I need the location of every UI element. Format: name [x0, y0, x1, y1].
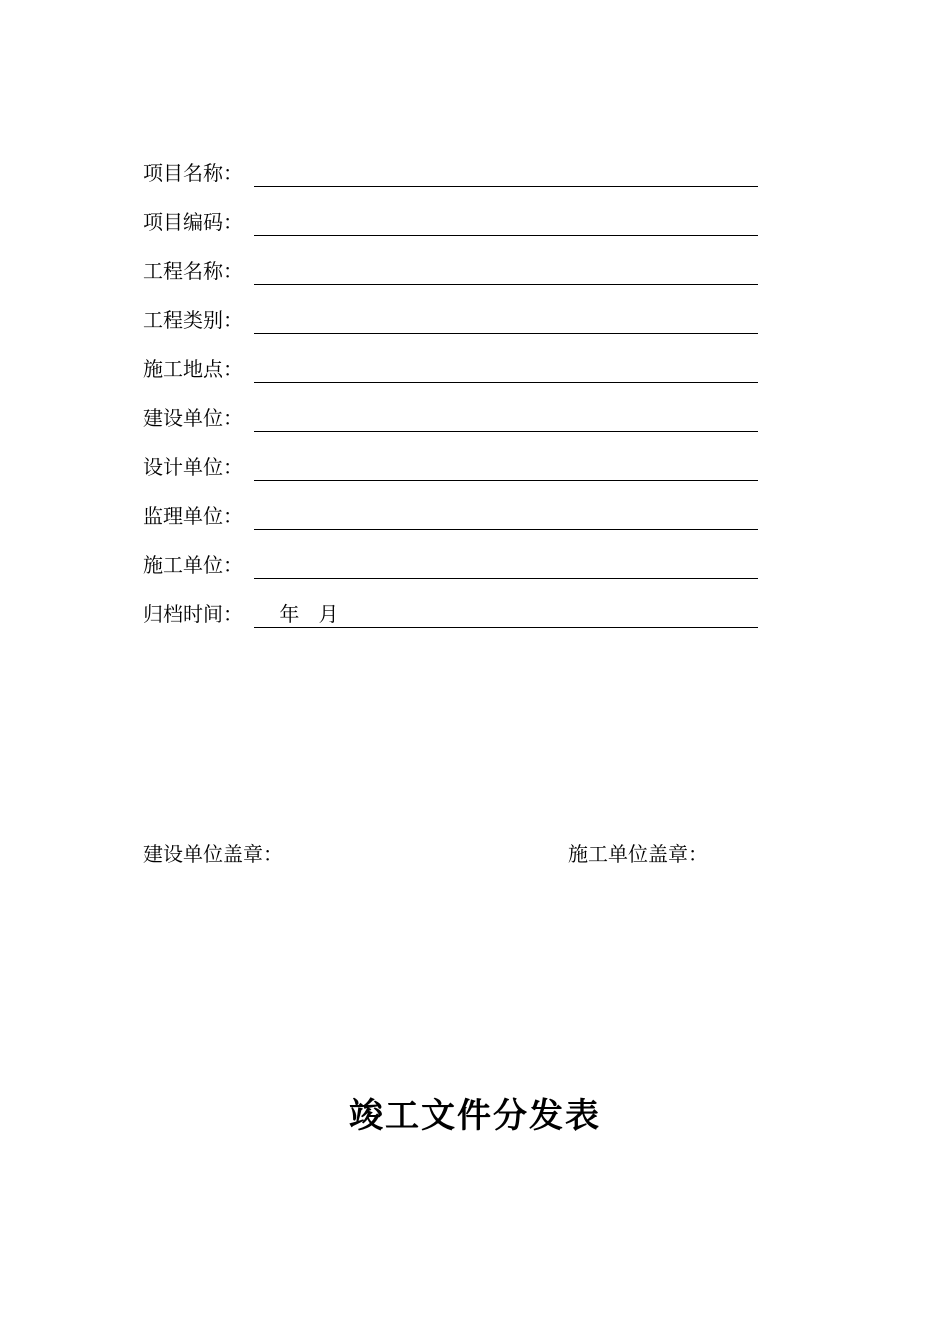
field-row-engineering-name [143, 236, 758, 285]
field-label: 项目编码： [143, 210, 243, 234]
field-label: 设计单位： [143, 455, 243, 479]
project-name-field[interactable] [254, 158, 758, 187]
owner-unit-field[interactable] [254, 403, 758, 432]
field-label: 工程名称： [143, 259, 243, 283]
engineering-category-field[interactable] [254, 305, 758, 334]
field-label: 建设单位： [143, 406, 243, 430]
construction-site-field[interactable] [254, 354, 758, 383]
field-label: 施工地点： [143, 357, 243, 381]
field-label: 监理单位： [143, 504, 243, 528]
contractor-seal-label: 施工单位盖章： [568, 842, 708, 866]
field-row-project-name [143, 138, 758, 187]
field-row-owner-unit [143, 383, 758, 432]
field-row-design-unit [143, 432, 758, 481]
field-row-construction-site [143, 334, 758, 383]
archive-date-field[interactable] [254, 599, 758, 628]
owner-seal-label: 建设单位盖章： [143, 842, 283, 866]
project-code-field[interactable] [254, 207, 758, 236]
project-info-form [143, 138, 758, 628]
contractor-unit-field[interactable] [254, 550, 758, 579]
field-label: 施工单位： [143, 553, 243, 577]
field-row-contractor-unit [143, 530, 758, 579]
field-label: 工程类别： [143, 308, 243, 332]
supervision-unit-field[interactable] [254, 501, 758, 530]
document-title: 竣工文件分发表 [349, 1096, 601, 1136]
field-row-project-code [143, 187, 758, 236]
field-value: 年 月 [254, 602, 339, 626]
design-unit-field[interactable] [254, 452, 758, 481]
engineering-name-field[interactable] [254, 256, 758, 285]
field-row-supervision-unit [143, 481, 758, 530]
field-label: 归档时间： [143, 602, 243, 626]
seal-row [143, 842, 763, 870]
field-row-engineering-category [143, 285, 758, 334]
field-row-archive-date [143, 579, 758, 628]
field-label: 项目名称： [143, 161, 243, 185]
